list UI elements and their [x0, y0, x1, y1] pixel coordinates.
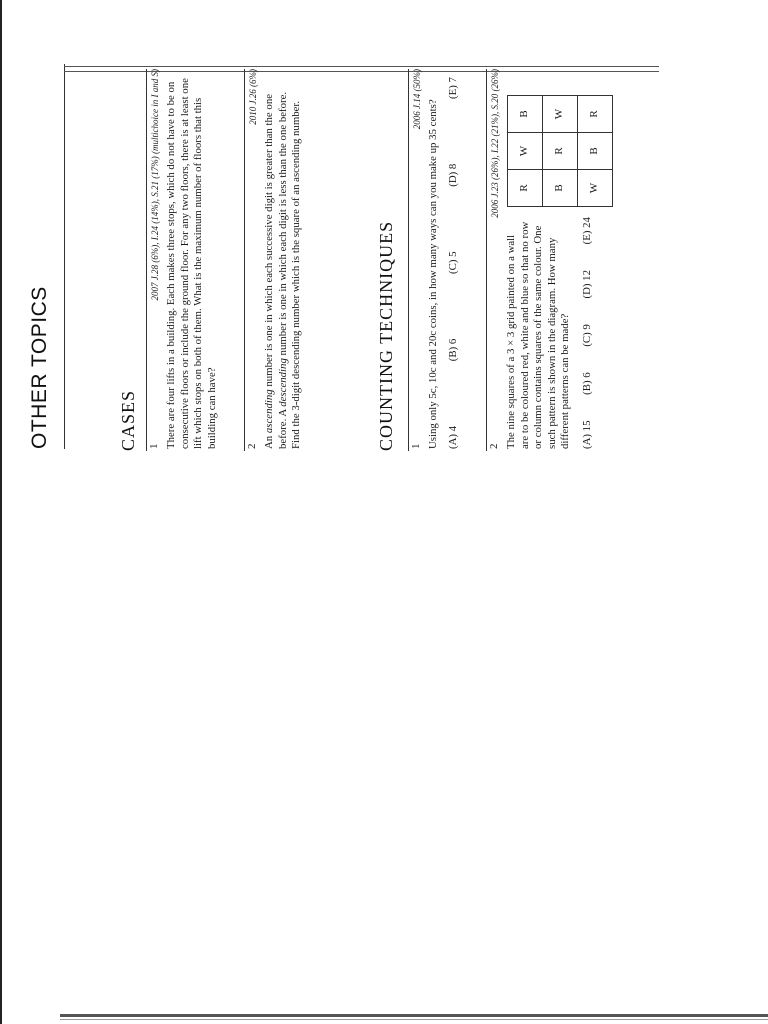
text-fragment: An: [263, 433, 275, 449]
grid-cell: R: [578, 96, 613, 133]
counting-problem-1: [408, 69, 460, 451]
answer-options: [581, 217, 595, 449]
colour-grid-diagram: [507, 95, 613, 207]
problem-number: 2: [488, 443, 500, 449]
term-ascending: ascending: [263, 389, 275, 434]
grid-cell: B: [578, 133, 613, 170]
problem-text: [505, 219, 573, 449]
option-d: (D) 8: [446, 163, 459, 187]
option-c: (C) 9: [580, 324, 593, 347]
option-b: (B) 6: [580, 372, 593, 395]
problem-text: [165, 69, 219, 449]
counting-problem-2: [486, 69, 613, 451]
grid-problem-body: [503, 69, 613, 451]
option-d: (D) 12: [580, 270, 593, 299]
option-a: (A) 15: [580, 420, 593, 449]
problem-header: [408, 69, 425, 451]
grid-cell: B: [508, 96, 543, 133]
problem-statement: Using only 5c, 10c and 20c coins, in how many ways can you make up 35 cents?: [427, 99, 439, 449]
title-rule: [64, 64, 65, 449]
text-fragment: number is one in which each digit is less than the one before.: [276, 91, 289, 359]
option-e: (E) 7: [446, 77, 459, 99]
cases-problem-1: [146, 69, 219, 451]
option-c: (C) 5: [446, 251, 459, 274]
problem-header: [486, 69, 503, 451]
problem-reference: 2006 J.23 (26%), I.22 (21%), S.20 (26%): [490, 69, 500, 218]
problem-text: [263, 69, 304, 449]
grid-cell: W: [508, 133, 543, 170]
problem-statement: [263, 69, 290, 449]
text-fragment: number is one in which each successive digit is greater than the one before. A: [263, 93, 289, 449]
column-rule: [64, 66, 659, 67]
grid-row: [578, 96, 613, 207]
grid-cell: R: [508, 170, 543, 207]
page-title: OTHER TOPICS: [28, 286, 51, 449]
grid-problem-left: [503, 219, 613, 451]
problem-text: [427, 69, 441, 449]
grid-cell: W: [578, 170, 613, 207]
problem-number: 2: [246, 443, 258, 449]
problem-header: [244, 69, 261, 451]
grid-row: [543, 96, 578, 207]
problem-reference: 2010 J.26 (6%): [248, 69, 258, 125]
section-title-cases: CASES: [118, 389, 138, 451]
grid-cell: W: [543, 96, 578, 133]
problem-header: [146, 69, 163, 451]
answer-options: [447, 77, 461, 449]
problem-statement-2: Find the 3-digit descending number which is the square of an ascending number.: [290, 100, 303, 449]
problem-number: 1: [410, 443, 422, 449]
problem-number: 1: [148, 443, 160, 449]
problem-reference: 2006 J.14 (50%): [412, 69, 422, 130]
cases-problem-2: [244, 69, 304, 451]
grid-row: [508, 96, 543, 207]
problem-reference: 2007 J.28 (6%), I.24 (14%), S.21 (17%) (multichoice in I and S): [150, 69, 160, 301]
option-a: (A) 4: [446, 425, 459, 449]
section-title-counting: COUNTING TECHNIQUES: [376, 220, 396, 451]
grid-cell: R: [543, 133, 578, 170]
problem-statement: The nine squares of a 3 × 3 grid painted on a wall are to be coloured red, white and blue so that no row or column contains squares of the same colour. One such pattern is shown in the diagram. How many different patterns can be made?: [505, 221, 572, 449]
term-descending: descending: [276, 358, 289, 407]
problem-statement: There are four lifts in a building. Each makes three stops, which do not have to be on consecutive floors or include the ground floor. For any two floors, there is at least one lift which stops on both of them. What is the maximum number of floors that this building can have?: [165, 78, 218, 449]
option-e: (E) 24: [580, 217, 593, 245]
option-b: (B) 6: [446, 338, 459, 362]
grid-cell: B: [543, 170, 578, 207]
